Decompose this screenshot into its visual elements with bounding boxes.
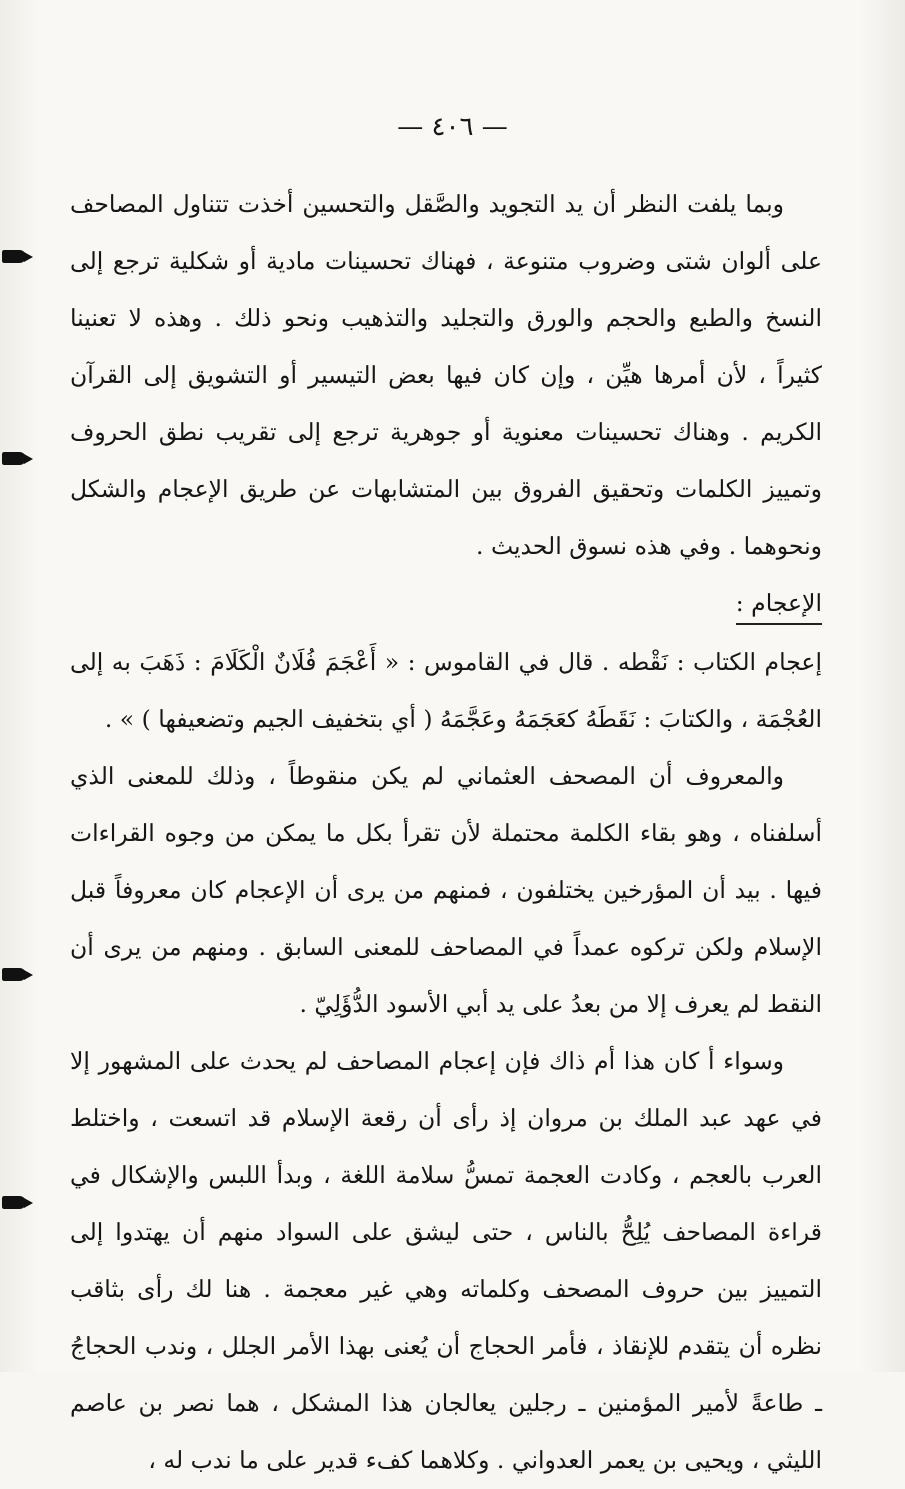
paragraph-definition: إعجام الكتاب : نَقْطه . قال في القاموس : « أَعْجَمَ فُلَانٌ الْكَلَامَ : ذَهَبَ به إلى العُجْمَة ، والكتابَ : نَقَطَهُ كعَجَمَهُ وعَجَّمَهُ ( أي بتخفيف الجيم وتضعيفها ) » . bbox=[70, 648, 822, 733]
section-heading-wrap bbox=[70, 575, 822, 634]
paragraph-intro: وبما يلفت النظر أن يد التجويد والصَّقل والتحسين أخذت تتناول المصاحف على ألوان شتى وضروب متنوعة ، فهناك تحسينات مادية أو شكلية ترجع إلى النسخ والطبع والحجم والورق والتجليد والتذهيب ونحو ذلك . وهذه لا تعنينا كثيراً ، لأن أمرها هيِّن ، وإن كان فيها بعض التيسير أو التشويق إلى القرآن الكريم . وهناك تحسينات معنوية أو جوهرية ترجع إلى تقريب نطق الحروف وتمييز الكلمات وتحقيق الفروق بين المتشابهات عن طريق الإعجام والشكل ونحوهما . وفي هذه نسوق الحديث . bbox=[70, 190, 822, 560]
paragraph-history: والمعروف أن المصحف العثماني لم يكن منقوطاً ، وذلك للمعنى الذي أسلفناه ، وهو بقاء الكلمة محتملة لأن تقرأ بكل ما يمكن من وجوه القراءات فيها . بيد أن المؤرخين يختلفون ، فمنهم من يرى أن الإعجام كان معروفاً قبل الإسلام ولكن تركوه عمداً في المصاحف للمعنى السابق . ومنهم من يرى أن النقط لم يعرف إلا من بعدُ على يد أبي الأسود الدُّؤَلِيّ . bbox=[70, 762, 822, 1018]
paragraph-umayyad: وسواء أ كان هذا أم ذاك فإن إعجام المصاحف لم يحدث على المشهور إلا في عهد عبد الملك بن مروان إذ رأى أن رقعة الإسلام قد اتسعت ، واختلط العرب بالعجم ، وكادت العجمة تمسُّ سلامة اللغة ، وبدأ اللبس والإشكال في قراءة المصاحف يُلِحُّ بالناس ، حتى ليشق على السواد منهم أن يهتدوا إلى التمييز بين حروف المصحف وكلماته وهي غير معجمة . هنا لك رأى بثاقب نظره أن يتقدم للإنقاذ ، فأمر الحجاج أن يُعنى بهذا الأمر الجلل ، وندب الحجاجُ ـ طاعةً لأمير المؤمنين ـ رجلين يعالجان هذا المشكل ، هما نصر بن عاصم الليثي ، ويحيى بن يعمر العدواني . وكلاهما كفء قدير على ما ندب له ، bbox=[70, 1047, 822, 1474]
margin-marker-icon bbox=[2, 250, 26, 263]
body-text bbox=[70, 176, 822, 1489]
section-heading: الإعجام : bbox=[736, 583, 822, 625]
margin-marker-icon bbox=[2, 968, 26, 981]
margin-marker-icon bbox=[2, 1196, 26, 1209]
margin-marker-icon bbox=[2, 452, 26, 465]
page-number: — ٤٠٦ — bbox=[397, 112, 508, 142]
